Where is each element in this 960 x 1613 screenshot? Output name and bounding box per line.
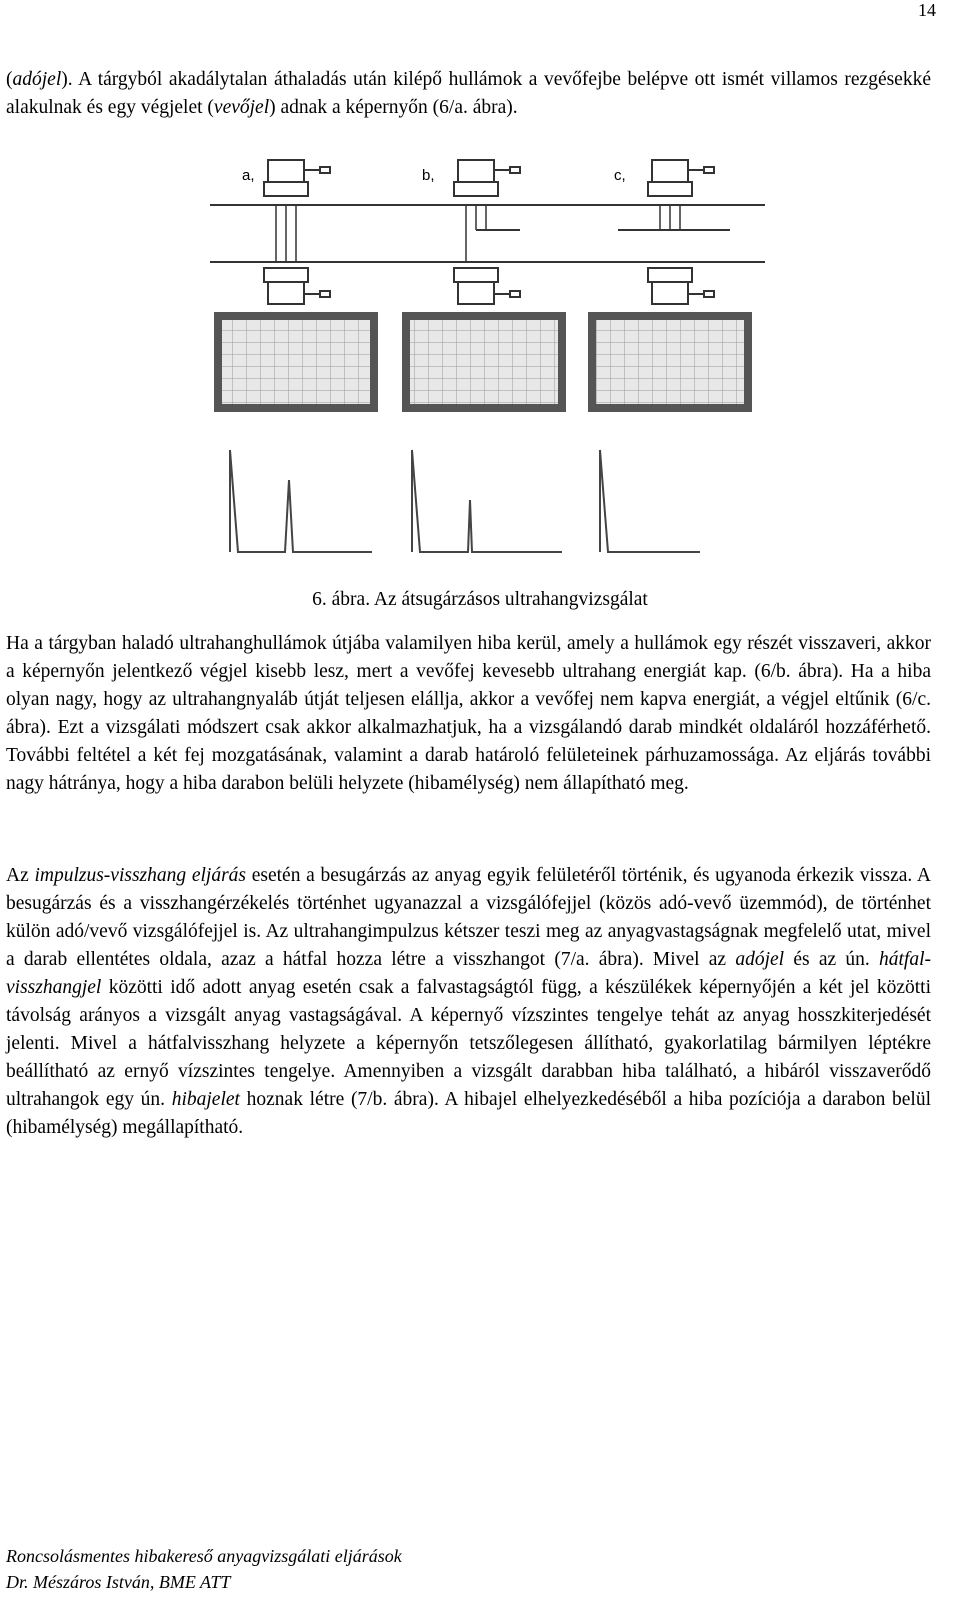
probe-pair-a	[264, 160, 330, 304]
screen-a	[214, 312, 378, 412]
screen-c	[588, 312, 752, 412]
page-number: 14	[918, 0, 936, 20]
workpiece-plate	[210, 205, 765, 262]
figure-caption: 6. ábra. Az átsugárzásos ultrahangvizsgálat	[312, 589, 648, 610]
figure-through-transmission	[190, 150, 770, 570]
trace-b	[412, 450, 562, 552]
trace-c	[600, 450, 700, 552]
footer-author: Dr. Mészáros István, BME ATT	[6, 1572, 231, 1592]
paragraph-3: Az impulzus-visszhang eljárás esetén a besugárzás az anyag egyik felületéről történik, és ugyanoda érkezik vissza. A besugárzás és a visszhangérzékelés történhet ugyanazzal a vizsgálófejjel (közös adó-vevő üzemmód), de történhet külön adó/vevő vizsgálófejjel is. Az ultrahangimpulzus kétszer teszi meg az anyagvastagságnak megfelelő utat, mivel a darab ellentétes oldala, azaz a hátfal hozza létre a visszhangot (7/a. ábra). Mivel az adójel és az ún. hátfal-visszhangjel közötti idő adott anyag esetén csak a falvastagságtól függ, a készülékek képernyőjén a két jel közötti távolság arányos a vizsgált anyag vastagságával. A képernyő vízszintes tengelye tehát az anyag hosszkiterjedését jelenti. Mivel a hátfalvisszhang helyzete a képernyőn tetszőlegesen állítható, gyakorlatilag bármilyen léptékre beállítható az ernyő vízszintes tengelye. Amennyiben a vizsgált darabban hiba található, a hibáról visszaverődő ultrahangok egy ún. hibajelet hoznak létre (7/b. ábra). A hibajel elhelyezkedéséből a hiba pozíciója a darabon belül (hibamélység) megállapítható.	[6, 865, 932, 1138]
trace-a	[230, 450, 372, 552]
intro-paragraph: (adójel). A tárgyból akadálytalan áthaladás után kilépő hullámok a vevőfejbe belépve ott ismét villamos rezgésekké alakulnak és egy végjelet (vevőjel) adnak a képernyőn (6/a. ábra).	[6, 69, 931, 118]
figure-label-c: c,	[614, 167, 626, 184]
footer-title: Roncsolásmentes hibakereső anyagvizsgálati eljárások	[6, 1546, 402, 1566]
figure-label-b: b,	[422, 167, 435, 184]
figure-label-a: a,	[242, 167, 255, 184]
probe-pair-c	[618, 160, 730, 304]
probe-pair-b	[454, 160, 520, 304]
paragraph-2: Ha a tárgyban haladó ultrahanghullámok útjába valamilyen hiba kerül, amely a hullámok egy részét visszaveri, akkor a képernyőn jelentkező végjel kisebb lesz, mert a vevőfej kevesebb ultrahang energiát kap. (6/b. ábra). Ha a hiba olyan nagy, hogy az ultrahangnyaláb útját teljesen elállja, akkor a vevőfej nem kapva energiát, a végjel eltűnik (6/c. ábra). Ezt a vizsgálati módszert csak akkor alkalmazhatjuk, ha a vizsgálandó darab mindkét oldaláról hozzáférhető. További feltétel a két fej mozgatásának, valamint a darab határoló felületeinek párhuzamossága. Az eljárás további nagy hátránya, hogy a hiba darabon belüli helyzete (hibamélység) nem állapítható meg.	[6, 633, 931, 794]
screen-b	[402, 312, 566, 412]
